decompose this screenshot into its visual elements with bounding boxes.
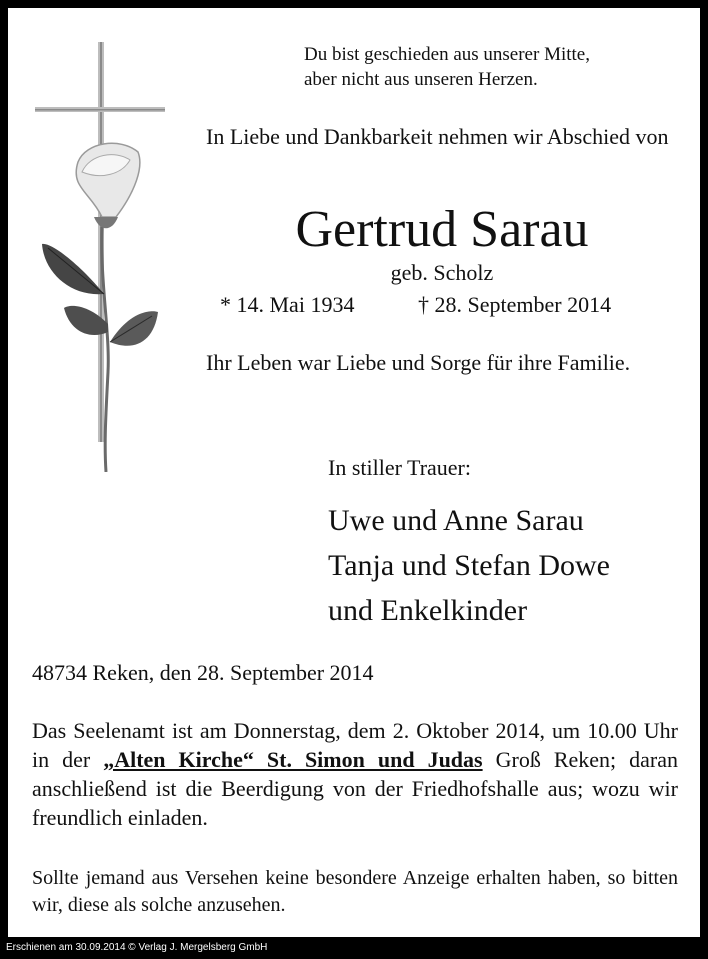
- cross-rose-decoration: [30, 42, 180, 472]
- mourner-name: Uwe und Anne Sarau: [328, 504, 584, 537]
- place-date: 48734 Reken, den 28. September 2014: [32, 660, 374, 685]
- publisher-footer: Erschienen am 30.09.2014 © Verlag J. Mergelsberg GmbH: [6, 942, 268, 953]
- closing-note: Sollte jemand aus Versehen keine besondere Anzeige erhalten haben, so bitten wir, diese als solche anzusehen.: [32, 867, 678, 916]
- mourner-name: und Enkelkinder: [328, 594, 528, 627]
- deceased-name: Gertrud Sarau: [295, 201, 589, 258]
- mourner-name: Tanja und Stefan Dowe: [328, 549, 610, 582]
- motto-line-1: Du bist geschieden aus unserer Mitte,: [304, 44, 590, 65]
- maiden-name: geb. Scholz: [390, 260, 494, 285]
- service-text-part-1: Das Seelenamt ist am Donnerstag, dem 2. Oktober 2014, um 10.00 Uhr in der: [32, 718, 678, 772]
- birth-date: * 14. Mai 1934: [220, 292, 355, 317]
- mourners-heading: In stiller Trauer:: [328, 455, 471, 480]
- church-name: „Alten Kirche“ St. Simon und Judas: [103, 747, 483, 772]
- cross-icon: [35, 42, 165, 442]
- death-date: † 28. September 2014: [418, 292, 612, 317]
- mourners-list: [328, 498, 610, 633]
- service-text-part-2: Groß Reken; daran anschließend ist die Beerdigung von der Friedhofshalle aus; wozu wir freundlich einladen.: [32, 747, 678, 830]
- service-text: [32, 716, 678, 832]
- motto-line-2: aber nicht aus unseren Herzen.: [304, 69, 538, 90]
- life-text: Ihr Leben war Liebe und Sorge für ihre Familie.: [206, 350, 631, 375]
- intro-text: In Liebe und Dankbarkeit nehmen wir Abschied von: [206, 124, 669, 149]
- motto: [304, 42, 590, 92]
- obituary-card: [8, 8, 700, 937]
